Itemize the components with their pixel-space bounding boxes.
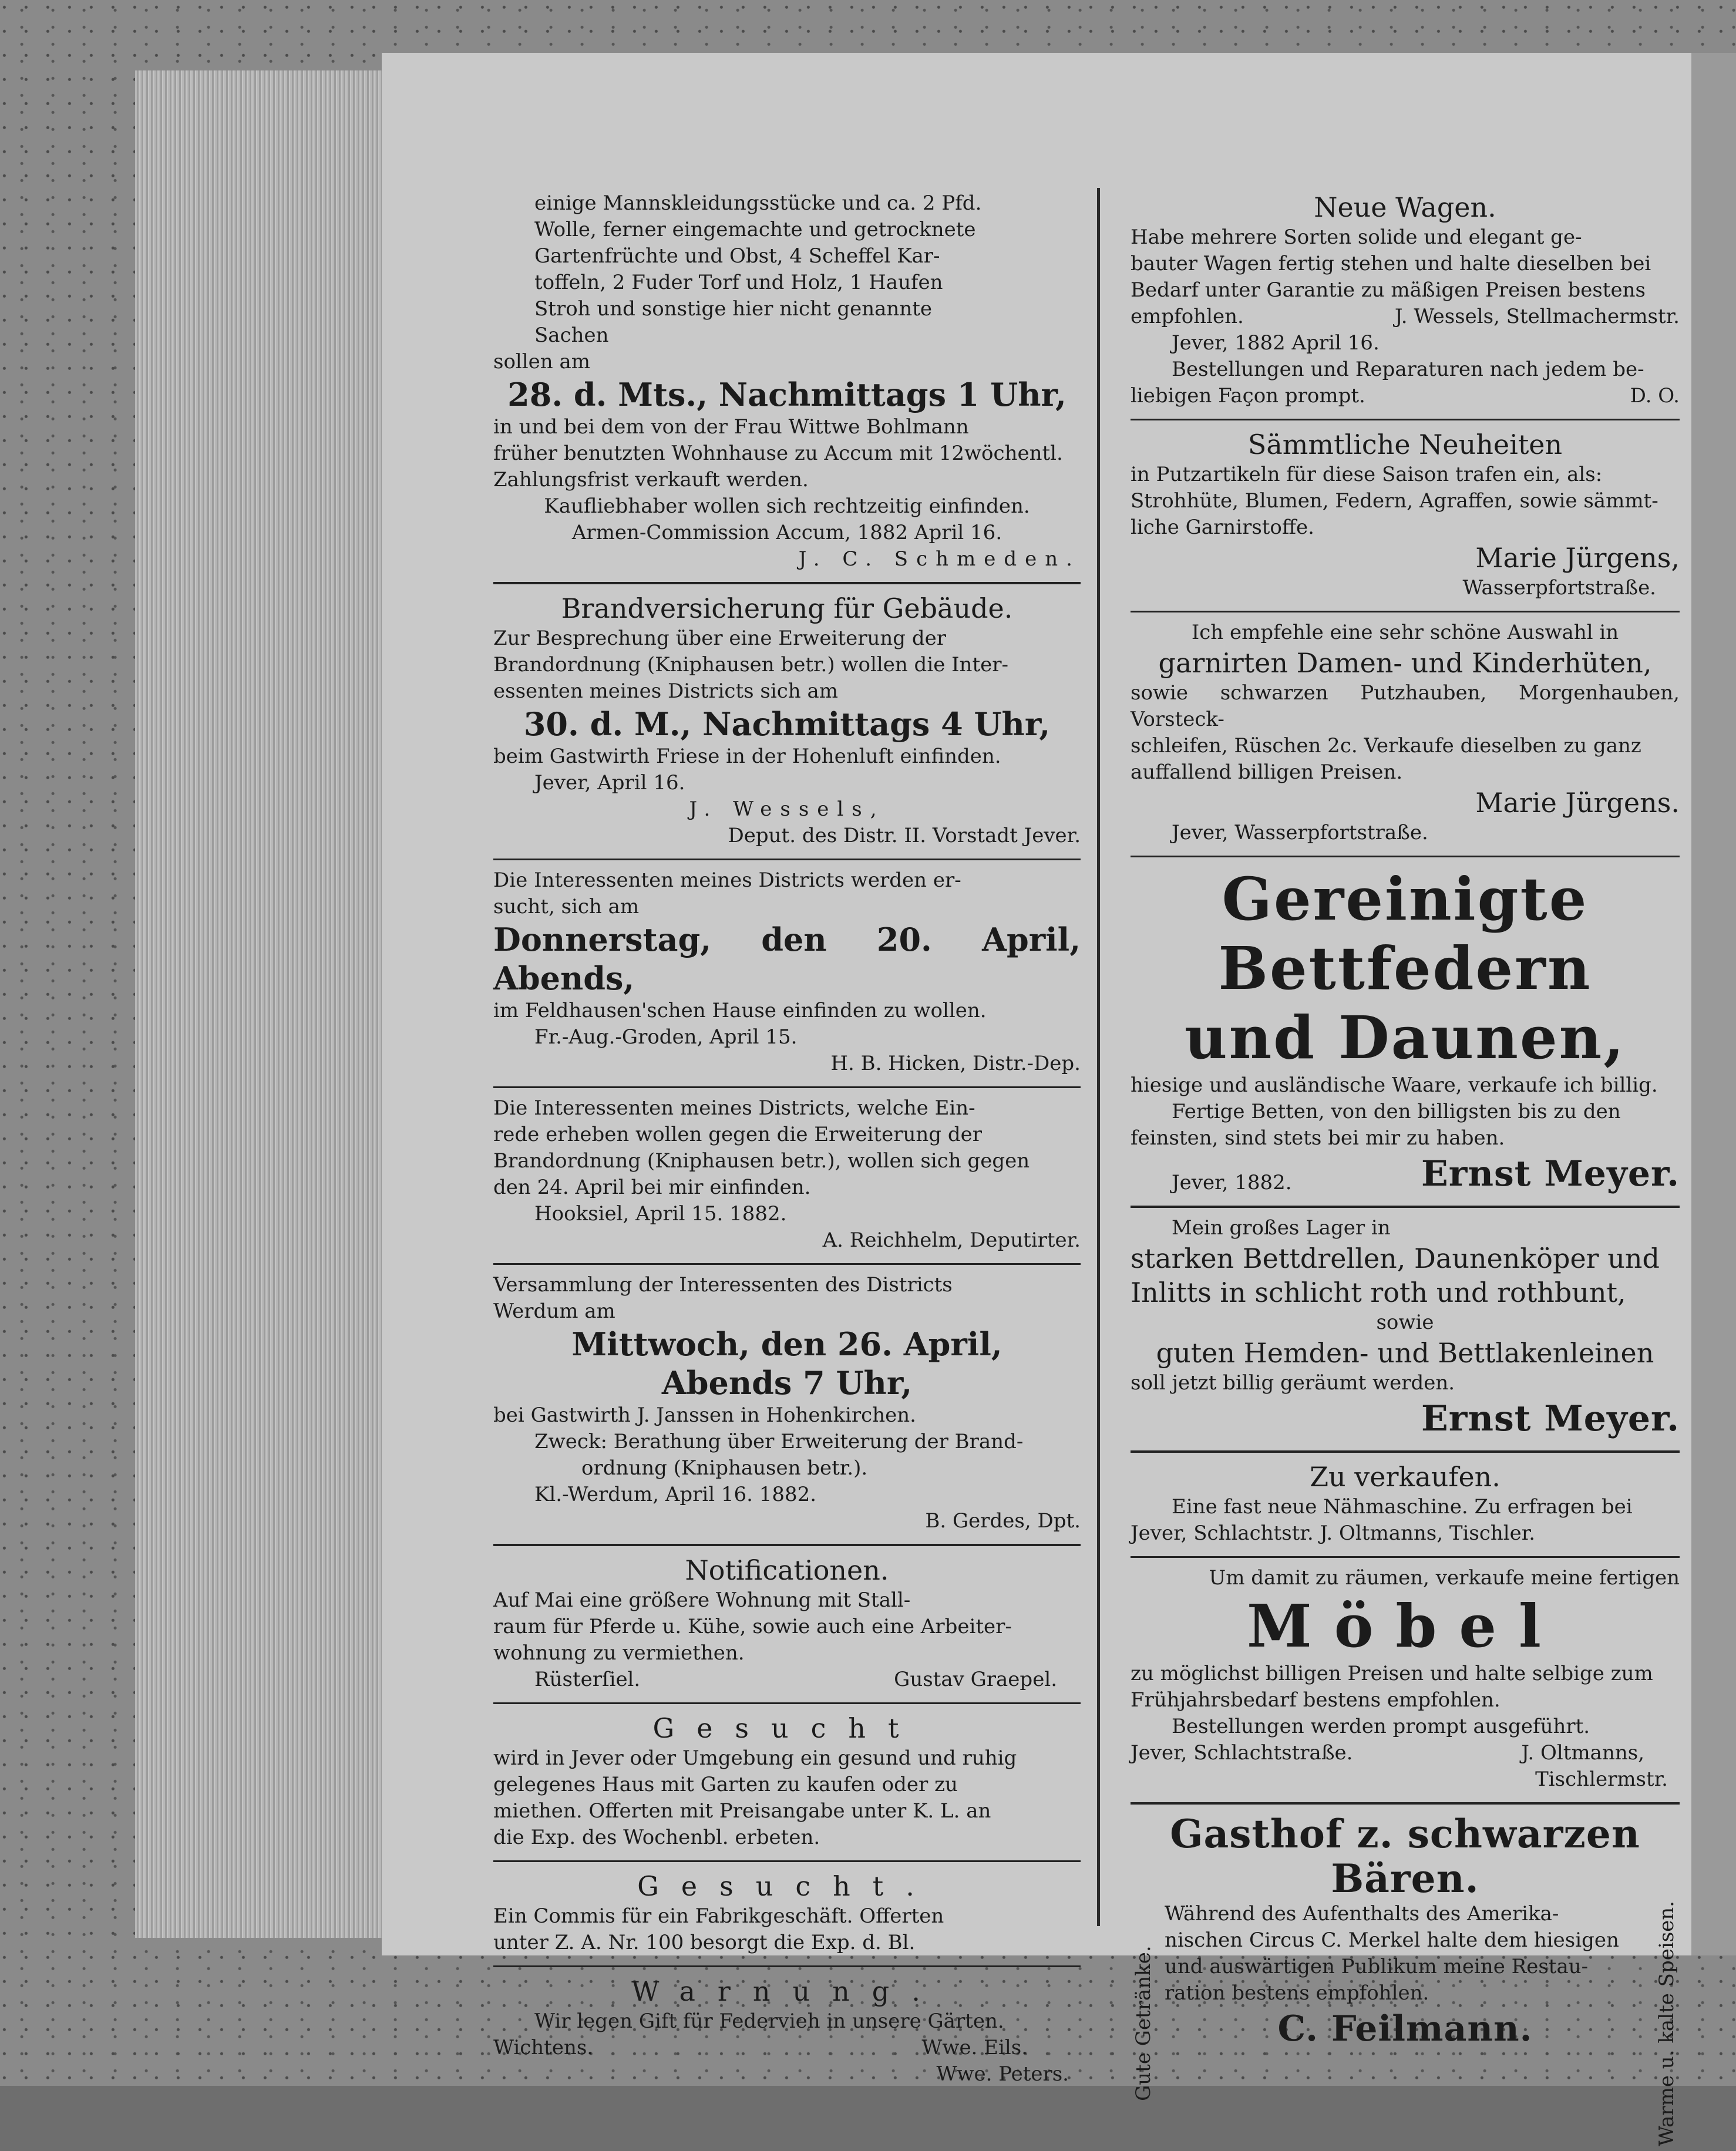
ad-title: Neue Wagen.	[1314, 191, 1496, 223]
text-line: Strohhüte, Blumen, Federn, Agraffen, sowie sämmt-	[1131, 489, 1658, 513]
text-line: ordnung (Kniphausen betr.).	[581, 1456, 868, 1480]
auction-date: 28. d. Mts., Nachmittags 1 Uhr,	[507, 376, 1067, 413]
text-line: sowie	[1376, 1311, 1434, 1334]
auction-ad	[493, 188, 1081, 577]
ad-title: starken Bettdrellen, Daunenköper und	[1131, 1243, 1660, 1274]
text-line: Eine fast neue Nähmaschine. Zu erfragen bei	[1172, 1495, 1633, 1519]
text-line: sucht, sich am	[493, 895, 640, 918]
text-line: im Feldhausen'schen Hause einfinden zu wollen.	[493, 999, 987, 1022]
text-line: liche Garnirstoffe.	[1131, 516, 1314, 539]
text-line: Ein Commis für ein Fabrikgeschäft. Offerten	[493, 1904, 944, 1928]
text-line: Stroh und sonstige hier nicht genannte	[534, 297, 933, 321]
right-column	[1131, 188, 1680, 2151]
signature-role: Tischlermstr.	[1535, 1768, 1668, 1791]
damenhut-ad	[1131, 617, 1680, 851]
text-line: Auf Mai eine größere Wohnung mit Stall-	[493, 1588, 911, 1612]
text-line: Habe mehrere Sorten solide und elegant ge-	[1131, 225, 1582, 249]
text-line: essenten meines Districts sich am	[493, 679, 838, 703]
place-date: Kl.-Werdum, April 16. 1882.	[534, 1483, 817, 1506]
text-line: auffallend billigen Preisen.	[1131, 760, 1403, 784]
signature: Ernst Meyer.	[1421, 1398, 1680, 1439]
separator	[1131, 1802, 1680, 1805]
signature: Marie Jürgens,	[1475, 542, 1680, 574]
text-line: wird in Jever oder Umgebung ein gesund und ruhig	[493, 1746, 1017, 1770]
text-line: Werdum am	[493, 1300, 615, 1323]
gesucht1-ad	[493, 1709, 1081, 1856]
text-line: Zweck: Berathung über Erweiterung der Brand-	[534, 1430, 1024, 1453]
text-line: Bestellungen werden prompt ausgeführt.	[1172, 1715, 1590, 1738]
separator	[493, 1860, 1081, 1862]
bettfedern-ad	[1131, 862, 1680, 1201]
ad-title: Warnung.	[631, 1975, 943, 2007]
separator	[1131, 611, 1680, 612]
meeting-time: Abends 7 Uhr,	[661, 1364, 913, 1402]
signature: Marie Jürgens.	[1475, 787, 1680, 819]
werdum-ad	[493, 1270, 1081, 1539]
text-line: raum für Pferde u. Kühe, sowie auch eine Arbeiter-	[493, 1615, 1012, 1638]
text-line: liebigen Façon prompt.	[1131, 384, 1365, 408]
signature: J. Wessels, Stellmachermstr.	[1394, 305, 1680, 328]
text-line: Versammlung der Interessenten des Districts	[493, 1273, 953, 1297]
place-date: Armen-Commission Accum, 1882 April 16.	[571, 521, 1002, 544]
separator	[1131, 1206, 1680, 1208]
text-line: sowie schwarzen Putzhauben, Morgenhauben, Vorsteck-	[1131, 681, 1680, 731]
text-line: soll jetzt billig geräumt werden.	[1131, 1371, 1455, 1395]
text-line: empfohlen.	[1131, 305, 1244, 328]
warnung-ad	[493, 1972, 1081, 2092]
column-divider	[1097, 188, 1100, 1926]
ad-title: Gereinigte Bettfedern	[1218, 864, 1592, 1003]
text-line: toffeln, 2 Fuder Torf und Holz, 1 Haufen	[534, 271, 943, 294]
verkaufen-ad	[1131, 1457, 1680, 1551]
place-date: Jever, 1882 April 16.	[1172, 331, 1380, 355]
text-line: schleifen, Rüschen 2c. Verkaufe dieselben zu ganz	[1131, 734, 1641, 758]
signature: D. O.	[1630, 384, 1680, 408]
signature: A. Reichhelm, Deputirter.	[822, 1228, 1081, 1252]
signature: Ernst Meyer.	[1421, 1153, 1680, 1194]
signature: Wwe. Peters.	[936, 2062, 1069, 2086]
text-line: Wir legen Gift für Federvieh in unsere Gärten.	[534, 2009, 1004, 2033]
signature: B. Gerdes, Dpt.	[925, 1509, 1081, 1533]
text-line: in und bei dem von der Frau Wittwe Bohlmann	[493, 415, 969, 439]
separator	[493, 859, 1081, 860]
signature: Wwe. Eils.	[921, 2036, 1028, 2059]
donnerstag-ad	[493, 865, 1081, 1082]
text-line: Um damit zu räumen, verkaufe meine fertigen	[1209, 1566, 1680, 1590]
text-line: Frühjahrsbedarf bestens empfohlen.	[1131, 1688, 1501, 1712]
text-line: zu möglichst billigen Preisen und halte selbige zum	[1131, 1662, 1653, 1685]
lager-ad	[1131, 1213, 1680, 1446]
place-date: Jever, 1882.	[1172, 1171, 1292, 1194]
text-line: miethen. Offerten mit Preisangabe unter K. L. an	[493, 1799, 991, 1823]
ad-title: guten Hemden- und Bettlakenleinen	[1156, 1337, 1654, 1369]
text-line: die Exp. des Wochenbl. erbeten.	[493, 1826, 820, 1849]
separator	[493, 1086, 1081, 1088]
text-line: ration bestens empfohlen.	[1165, 1981, 1429, 2005]
separator	[1131, 1556, 1680, 1558]
text-line: unter Z. A. Nr. 100 besorgt die Exp. d. Bl.	[493, 1931, 916, 1954]
text-line: Zahlungsfrist verkauft werden.	[493, 468, 809, 492]
text-line: und auswärtigen Publikum meine Restau-	[1165, 1955, 1589, 1978]
text-line: in Putzartikeln für diese Saison trafen ein, als:	[1131, 463, 1603, 486]
text-line: Fertige Betten, von den billigsten bis zu den	[1172, 1100, 1621, 1123]
place: Wichtens.	[493, 2036, 594, 2059]
text-line: bei Gastwirth J. Janssen in Hohenkirchen.	[493, 1403, 916, 1427]
notif-ad	[493, 1551, 1081, 1698]
separator	[1131, 419, 1680, 420]
meeting-date: Mittwoch, den 26. April,	[571, 1325, 1002, 1363]
ad-title: Gesucht	[652, 1712, 921, 1744]
side-text-right: Warme u. kalte Speisen.	[1655, 1901, 1678, 2146]
ad-title: Zu verkaufen.	[1310, 1461, 1501, 1493]
text-line: Jever, Schlachtstr. J. Oltmanns, Tischler.	[1131, 1521, 1536, 1545]
text-line: Gartenfrüchte und Obst, 4 Scheffel Kar-	[534, 244, 940, 268]
neuheiten-ad	[1131, 425, 1680, 606]
text-line: nischen Circus C. Merkel halte dem hiesigen	[1165, 1928, 1619, 1952]
text-line: Bestellungen und Reparaturen nach jedem be-	[1172, 358, 1644, 381]
text-line: sollen am	[493, 350, 591, 373]
moebel-ad	[1131, 1563, 1680, 1797]
ad-title: Brandversicherung für Gebäude.	[561, 593, 1013, 624]
separator	[493, 1263, 1081, 1265]
place: Rüsterſiel.	[534, 1668, 641, 1691]
text-line: bauter Wagen fertig stehen und halte dieselben bei	[1131, 252, 1651, 275]
separator	[1131, 1450, 1680, 1453]
text-line: Kaufliebhaber wollen sich rechtzeitig einfinden.	[544, 494, 1030, 518]
text-line: rede erheben wollen gegen die Erweiterung der	[493, 1123, 982, 1146]
street: Wasserpfortstraße.	[1462, 576, 1656, 600]
ad-title: Möbel	[1247, 1591, 1563, 1661]
text-line: wohnung zu vermiethen.	[493, 1641, 745, 1665]
signature: H. B. Hicken, Distr.-Dep.	[830, 1052, 1081, 1075]
text-line: einige Mannskleidungsstücke und ca. 2 Pfd.	[534, 191, 982, 215]
text-line: Ich empfehle eine sehr schöne Auswahl in	[1191, 621, 1619, 644]
meeting-date: 30. d. M., Nachmittags 4 Uhr,	[523, 705, 1051, 743]
text-line: Sachen	[534, 324, 609, 347]
page-edges	[135, 70, 405, 1938]
left-column	[493, 188, 1081, 2092]
signature: J. C. Schmeden.	[798, 547, 1081, 571]
text-line: Brandordnung (Kniphausen betr.) wollen die Inter-	[493, 653, 1008, 676]
separator	[493, 582, 1081, 584]
next-page-edge	[1691, 53, 1736, 1955]
place-date: Fr.-Aug.-Groden, April 15.	[534, 1025, 798, 1049]
signature: J. Wessels,	[689, 797, 885, 821]
signature-role: Deput. des Distr. II. Vorstadt Jever.	[728, 824, 1081, 847]
gasthof-ad	[1131, 1809, 1680, 2151]
separator	[1131, 856, 1680, 857]
text-line: hiesige und ausländische Waare, verkaufe ich billig.	[1131, 1073, 1658, 1097]
place: Jever, Schlachtstraße.	[1131, 1741, 1353, 1765]
side-text-left: Gute Getränke.	[1132, 1945, 1155, 2102]
ad-title: Sämmtliche Neuheiten	[1247, 429, 1563, 460]
signature: C. Feilmann.	[1277, 2008, 1533, 2049]
meeting-date: Donnerstag, den 20. April, Abends,	[493, 921, 1081, 997]
ad-title: und Daunen,	[1184, 1003, 1626, 1072]
place-date: Jever, April 16.	[534, 771, 685, 795]
gesucht2-ad	[493, 1867, 1081, 1961]
signature: J. Oltmanns,	[1521, 1741, 1644, 1765]
text-line: gelegenes Haus mit Garten zu kaufen oder zu	[493, 1773, 958, 1796]
text-line: Die Interessenten meines Districts werden er-	[493, 869, 961, 892]
text-line: Die Interessenten meines Districts, welche Ein-	[493, 1096, 975, 1120]
text-line: Mein großes Lager in	[1172, 1216, 1391, 1240]
text-line: Zur Besprechung über eine Erweiterung der	[493, 627, 946, 650]
ad-title: Gasthof z. schwarzen Bären.	[1170, 1811, 1640, 1901]
separator	[493, 1544, 1081, 1546]
place: Jever, Wasserpfortstraße.	[1172, 821, 1428, 844]
separator	[493, 1965, 1081, 1967]
text-line: Bedarf unter Garantie zu mäßigen Preisen bestens	[1131, 278, 1646, 302]
text-line: den 24. April bei mir einfinden.	[493, 1176, 811, 1199]
place-date: Hooksiel, April 15. 1882.	[534, 1202, 787, 1226]
ad-title: garnirten Damen- und Kinderhüten,	[1158, 647, 1652, 679]
hooksiel-ad	[493, 1093, 1081, 1258]
separator	[493, 1702, 1081, 1704]
text-line: Wolle, ferner eingemachte und getrocknete	[534, 218, 976, 241]
text-line: beim Gastwirth Friese in der Hohenluft einfinden.	[493, 745, 1001, 768]
wagen-ad	[1131, 188, 1680, 414]
brand-ad	[493, 589, 1081, 854]
text-line: Brandordnung (Kniphausen betr.), wollen sich gegen	[493, 1149, 1030, 1173]
ad-title: Notificationen.	[685, 1554, 889, 1586]
ad-title: Gesucht.	[637, 1870, 937, 1902]
text-line: feinsten, sind stets bei mir zu haben.	[1131, 1126, 1505, 1150]
ad-title: Inlitts in schlicht roth und rothbunt,	[1131, 1277, 1626, 1308]
signature: Gustav Graepel.	[894, 1668, 1057, 1691]
text-line: früher benutzten Wohnhause zu Accum mit 12wöchentl.	[493, 442, 1063, 465]
text-line: Während des Aufenthalts des Amerika-	[1165, 1902, 1559, 1926]
